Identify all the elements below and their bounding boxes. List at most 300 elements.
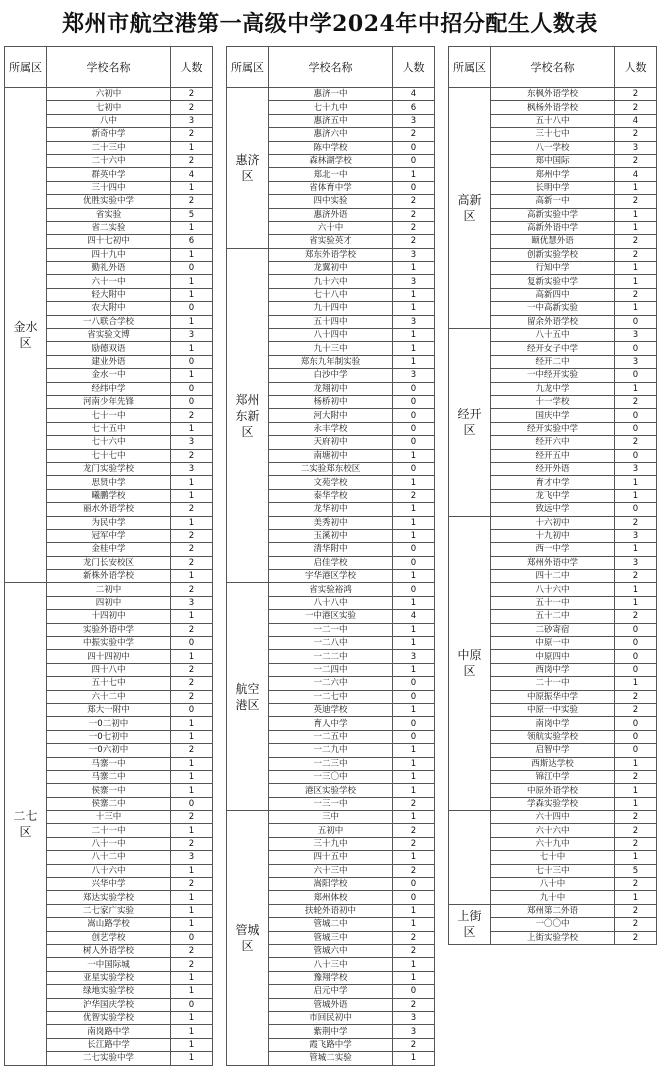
count-header: 人数: [171, 47, 213, 88]
count-cell: 2: [171, 623, 213, 636]
school-name-cell: 六十六中: [491, 824, 615, 837]
school-name-cell: 中原一中实验: [491, 703, 615, 716]
count-cell: 2: [615, 837, 657, 850]
school-name-cell: 郑州中学: [491, 168, 615, 181]
count-cell: 2: [171, 663, 213, 676]
count-cell: 1: [393, 596, 435, 609]
count-cell: 0: [393, 141, 435, 154]
count-cell: 1: [171, 610, 213, 623]
school-name-cell: 六十中: [269, 221, 393, 234]
school-name-cell: 四十四初中: [47, 650, 171, 663]
count-cell: 2: [393, 864, 435, 877]
school-name-cell: 启佳学校: [269, 556, 393, 569]
count-cell: 1: [171, 342, 213, 355]
school-name-cell: 南岗路中学: [47, 1025, 171, 1038]
district-cell: 经开区: [449, 329, 491, 516]
school-name-cell: 东枫外语学校: [491, 88, 615, 101]
school-name-cell: 二十六中: [47, 154, 171, 167]
count-cell: 1: [171, 422, 213, 435]
count-cell: 3: [171, 114, 213, 127]
count-cell: 4: [393, 88, 435, 101]
school-name-cell: 管城三中: [269, 931, 393, 944]
allocation-table: [226, 46, 435, 1066]
school-name-cell: 创新实验学校: [491, 248, 615, 261]
count-cell: 0: [171, 382, 213, 395]
count-cell: 5: [615, 864, 657, 877]
count-cell: 0: [393, 717, 435, 730]
district-cell: 惠济区: [227, 88, 269, 249]
count-cell: 2: [171, 690, 213, 703]
school-name-cell: 励德双语: [47, 342, 171, 355]
count-cell: 0: [393, 690, 435, 703]
count-cell: 0: [393, 985, 435, 998]
count-cell: 2: [171, 88, 213, 101]
count-cell: 1: [615, 797, 657, 810]
school-name-cell: 郑中国际: [491, 154, 615, 167]
count-cell: 2: [615, 101, 657, 114]
count-cell: 3: [393, 275, 435, 288]
district-cell: 高新区: [449, 88, 491, 329]
school-name-cell: 一中港区实验: [269, 610, 393, 623]
table-panels: [4, 46, 656, 1064]
count-cell: 0: [615, 409, 657, 422]
school-name-cell: 郑州外语中学: [491, 556, 615, 569]
count-cell: 1: [393, 663, 435, 676]
school-name-cell: 四十七初中: [47, 235, 171, 248]
school-name-cell: 六十九中: [491, 837, 615, 850]
count-cell: 2: [171, 449, 213, 462]
count-cell: 2: [393, 208, 435, 221]
school-name-cell: 管城二中: [269, 918, 393, 931]
count-cell: 2: [171, 128, 213, 141]
count-cell: 3: [615, 329, 657, 342]
school-name-cell: 二七家广实验: [47, 904, 171, 917]
school-name-cell: 文苑学校: [269, 476, 393, 489]
school-name-cell: 十三中: [47, 811, 171, 824]
school-name-cell: 六初中: [47, 88, 171, 101]
count-cell: 0: [393, 395, 435, 408]
school-name-cell: 泰华学校: [269, 489, 393, 502]
school-name-cell: 育才中学: [491, 476, 615, 489]
count-cell: 1: [615, 208, 657, 221]
school-name-cell: 龙翼初中: [269, 262, 393, 275]
count-cell: 3: [171, 329, 213, 342]
school-name-cell: 五初中: [269, 824, 393, 837]
count-cell: 1: [171, 1011, 213, 1024]
school-name-cell: 中原一中: [491, 637, 615, 650]
school-name-cell: 锦江中学: [491, 770, 615, 783]
header-row: [449, 47, 657, 88]
school-name-cell: 嵩阳学校: [269, 878, 393, 891]
count-cell: 0: [393, 677, 435, 690]
count-cell: 3: [171, 462, 213, 475]
count-cell: 2: [393, 235, 435, 248]
count-cell: 2: [615, 918, 657, 931]
school-name-cell: 曦鹏学校: [47, 489, 171, 502]
count-cell: 2: [393, 931, 435, 944]
school-name-cell: 白沙中学: [269, 369, 393, 382]
header-row: [227, 47, 435, 88]
count-cell: 1: [393, 784, 435, 797]
school-name-cell: 省二实验: [47, 221, 171, 234]
district-cell: 郑州东新区: [227, 248, 269, 583]
count-cell: 0: [615, 315, 657, 328]
count-cell: 1: [171, 275, 213, 288]
count-cell: 0: [171, 302, 213, 315]
count-cell: 1: [615, 851, 657, 864]
school-name-cell: 九十四中: [269, 302, 393, 315]
count-cell: 1: [615, 543, 657, 556]
school-name-cell: 一中高新实验: [491, 302, 615, 315]
school-name-cell: 西岗中学: [491, 663, 615, 676]
school-name-cell: 建业外语: [47, 355, 171, 368]
count-cell: 1: [171, 757, 213, 770]
school-name-cell: 二七实验中学: [47, 1052, 171, 1065]
school-name-cell: 侯寨一中: [47, 784, 171, 797]
school-name-cell: 四十二中: [491, 570, 615, 583]
school-name-cell: 枫杨外语学校: [491, 101, 615, 114]
count-cell: 0: [615, 342, 657, 355]
school-name-cell: 中原四中: [491, 650, 615, 663]
count-cell: 2: [615, 570, 657, 583]
count-cell: 2: [615, 770, 657, 783]
count-cell: 1: [171, 288, 213, 301]
count-cell: 0: [615, 623, 657, 636]
count-cell: 2: [171, 503, 213, 516]
count-cell: 3: [171, 851, 213, 864]
school-name-cell: 国庆中学: [491, 409, 615, 422]
school-header: 学校名称: [269, 47, 393, 88]
count-cell: 1: [171, 717, 213, 730]
school-name-cell: 玉溪初中: [269, 529, 393, 542]
school-name-cell: 一二八中: [269, 637, 393, 650]
school-name-cell: 七十中: [491, 851, 615, 864]
school-name-cell: 一0六初中: [47, 744, 171, 757]
school-name-cell: 颐优慧外语: [491, 235, 615, 248]
count-cell: 1: [615, 275, 657, 288]
count-cell: 0: [615, 744, 657, 757]
count-cell: 1: [393, 971, 435, 984]
school-name-cell: 育人中学: [269, 717, 393, 730]
district-cell: 金水区: [5, 88, 47, 583]
count-cell: 3: [393, 369, 435, 382]
count-cell: 1: [393, 342, 435, 355]
school-name-cell: 农大附中: [47, 302, 171, 315]
school-name-cell: 八十四中: [269, 329, 393, 342]
school-name-cell: 七十五中: [47, 422, 171, 435]
count-cell: 1: [171, 141, 213, 154]
count-cell: 2: [615, 436, 657, 449]
count-cell: 0: [615, 730, 657, 743]
count-cell: 2: [171, 529, 213, 542]
school-name-cell: 思贤中学: [47, 476, 171, 489]
table-row: [227, 88, 435, 101]
count-cell: 2: [615, 154, 657, 167]
school-name-cell: 省实验裕鸿: [269, 583, 393, 596]
table-row: [449, 811, 657, 824]
school-name-cell: 省实验: [47, 208, 171, 221]
count-cell: 3: [393, 248, 435, 261]
school-name-cell: 郑东外语学校: [269, 248, 393, 261]
school-name-cell: 七十七中: [47, 449, 171, 462]
school-name-cell: 七十三中: [491, 864, 615, 877]
school-name-cell: 五十八中: [491, 114, 615, 127]
school-name-cell: 六十一中: [47, 275, 171, 288]
school-name-cell: 龙翔初中: [269, 382, 393, 395]
school-name-cell: 亚星实验学校: [47, 971, 171, 984]
school-name-cell: 郑北一中: [269, 168, 393, 181]
count-cell: 1: [393, 516, 435, 529]
school-name-cell: 省体育中学: [269, 181, 393, 194]
table-row: [227, 811, 435, 824]
school-name-cell: 八一学校: [491, 141, 615, 154]
count-cell: 2: [615, 248, 657, 261]
school-name-cell: 郑大一附中: [47, 703, 171, 716]
school-name-cell: 一二三中: [269, 757, 393, 770]
count-cell: 6: [171, 235, 213, 248]
count-cell: 0: [615, 503, 657, 516]
count-cell: 1: [393, 168, 435, 181]
count-cell: 3: [393, 650, 435, 663]
count-cell: 0: [393, 422, 435, 435]
count-cell: 5: [171, 208, 213, 221]
school-name-cell: 八十五中: [491, 329, 615, 342]
school-name-cell: 一二七中: [269, 690, 393, 703]
count-cell: 2: [393, 945, 435, 958]
count-cell: 0: [615, 663, 657, 676]
count-cell: 4: [615, 114, 657, 127]
count-cell: 1: [393, 503, 435, 516]
count-cell: 0: [393, 181, 435, 194]
count-cell: 1: [171, 1038, 213, 1051]
school-name-cell: 八十六中: [491, 583, 615, 596]
table-panel: [226, 46, 434, 1064]
school-name-cell: 致远中学: [491, 503, 615, 516]
school-name-cell: 七初中: [47, 101, 171, 114]
count-cell: 1: [393, 623, 435, 636]
school-name-cell: 勤礼外语: [47, 262, 171, 275]
count-cell: 1: [171, 248, 213, 261]
district-cell: 二七区: [5, 583, 47, 1065]
count-cell: 4: [615, 168, 657, 181]
count-cell: 1: [393, 570, 435, 583]
count-cell: 1: [171, 1025, 213, 1038]
school-name-cell: 英迪学校: [269, 703, 393, 716]
count-cell: 1: [615, 262, 657, 275]
school-name-cell: 马寨二中: [47, 770, 171, 783]
school-name-cell: 树人外语学校: [47, 945, 171, 958]
school-name-cell: 二实验郑东校区: [269, 462, 393, 475]
school-name-cell: 二十一中: [47, 824, 171, 837]
count-cell: 0: [171, 395, 213, 408]
count-cell: 0: [393, 891, 435, 904]
school-name-cell: 高新外语中学: [491, 221, 615, 234]
count-cell: 2: [171, 556, 213, 569]
school-name-cell: 新奇中学: [47, 128, 171, 141]
count-cell: 2: [171, 583, 213, 596]
school-name-cell: 冠军中学: [47, 529, 171, 542]
school-name-cell: 优智实验学校: [47, 1011, 171, 1024]
count-cell: 0: [615, 369, 657, 382]
school-name-cell: 六十三中: [269, 864, 393, 877]
school-name-cell: 经开五中: [491, 449, 615, 462]
count-cell: 2: [171, 945, 213, 958]
table-row: [5, 583, 213, 596]
school-name-cell: 八十一中: [47, 837, 171, 850]
school-name-cell: 美秀初中: [269, 516, 393, 529]
school-name-cell: 一二五中: [269, 730, 393, 743]
count-cell: 1: [615, 181, 657, 194]
school-name-cell: 长明中学: [491, 181, 615, 194]
school-name-cell: 龙华初中: [269, 503, 393, 516]
count-cell: 2: [393, 998, 435, 1011]
count-cell: 1: [393, 744, 435, 757]
school-name-cell: 陈中学校: [269, 141, 393, 154]
school-name-cell: 郑州体校: [269, 891, 393, 904]
school-name-cell: 五十四中: [269, 315, 393, 328]
school-name-cell: 优胜实验中学: [47, 195, 171, 208]
school-name-cell: 一八联合学校: [47, 315, 171, 328]
count-cell: 2: [615, 811, 657, 824]
school-name-cell: 港区实验学校: [269, 784, 393, 797]
count-cell: 1: [393, 355, 435, 368]
count-cell: 1: [615, 677, 657, 690]
school-name-cell: 为民中学: [47, 516, 171, 529]
count-cell: 2: [615, 128, 657, 141]
school-name-cell: 一0七初中: [47, 730, 171, 743]
school-name-cell: 金水一中: [47, 369, 171, 382]
count-cell: 0: [171, 355, 213, 368]
count-cell: 3: [393, 315, 435, 328]
count-cell: 0: [393, 583, 435, 596]
school-name-cell: 郑州第二外语: [491, 904, 615, 917]
school-name-cell: 领航实验学校: [491, 730, 615, 743]
count-header: 人数: [615, 47, 657, 88]
count-cell: 2: [171, 958, 213, 971]
count-cell: 2: [171, 878, 213, 891]
count-cell: 0: [393, 730, 435, 743]
school-name-cell: 南岗中学: [491, 717, 615, 730]
school-name-cell: 中原外语学校: [491, 784, 615, 797]
count-cell: 2: [615, 610, 657, 623]
count-cell: 2: [171, 195, 213, 208]
school-name-cell: 经纬中学: [47, 382, 171, 395]
school-name-cell: 二十一中: [491, 677, 615, 690]
count-cell: 1: [393, 637, 435, 650]
count-cell: 1: [393, 770, 435, 783]
school-name-cell: 惠济五中: [269, 114, 393, 127]
count-cell: 1: [615, 489, 657, 502]
school-name-cell: 惠济六中: [269, 128, 393, 141]
count-cell: 0: [393, 878, 435, 891]
count-cell: 0: [171, 262, 213, 275]
count-cell: 0: [393, 543, 435, 556]
school-name-cell: 一中国际城: [47, 958, 171, 971]
count-cell: 0: [171, 637, 213, 650]
count-cell: 0: [393, 556, 435, 569]
school-name-cell: 一0二初中: [47, 717, 171, 730]
count-cell: 2: [393, 195, 435, 208]
count-header: 人数: [393, 47, 435, 88]
count-cell: 1: [615, 891, 657, 904]
count-cell: 3: [615, 141, 657, 154]
school-name-cell: 复新实验中学: [491, 275, 615, 288]
school-name-cell: 龙门长安校区: [47, 556, 171, 569]
count-cell: 1: [615, 596, 657, 609]
count-cell: 0: [393, 436, 435, 449]
count-cell: 2: [393, 797, 435, 810]
school-name-cell: 四初中: [47, 596, 171, 609]
count-cell: 1: [393, 329, 435, 342]
count-cell: 1: [171, 516, 213, 529]
count-cell: 2: [393, 128, 435, 141]
table-row: [227, 583, 435, 596]
allocation-table: [448, 46, 657, 945]
count-cell: 1: [615, 784, 657, 797]
school-name-cell: 河大附中: [269, 409, 393, 422]
count-cell: 0: [171, 931, 213, 944]
count-cell: 1: [171, 904, 213, 917]
count-cell: 0: [615, 449, 657, 462]
count-cell: 1: [393, 288, 435, 301]
count-cell: 2: [615, 824, 657, 837]
school-name-cell: 六十四中: [491, 811, 615, 824]
allocation-table: [4, 46, 213, 1066]
count-cell: 1: [393, 262, 435, 275]
count-cell: 1: [171, 650, 213, 663]
school-name-cell: 豫翔学校: [269, 971, 393, 984]
count-cell: 2: [615, 904, 657, 917]
count-cell: 2: [171, 837, 213, 850]
school-name-cell: 五十一中: [491, 596, 615, 609]
school-name-cell: 经开六中: [491, 436, 615, 449]
count-cell: 0: [393, 409, 435, 422]
school-name-cell: 省实验英才: [269, 235, 393, 248]
count-cell: 1: [615, 302, 657, 315]
school-name-cell: 四十五中: [269, 851, 393, 864]
count-cell: 2: [171, 543, 213, 556]
school-name-cell: 八十中: [491, 878, 615, 891]
school-name-cell: 新株外语学校: [47, 570, 171, 583]
school-name-cell: 八十六中: [47, 864, 171, 877]
count-cell: 1: [615, 757, 657, 770]
count-cell: 1: [393, 1052, 435, 1065]
school-name-cell: 长江路中学: [47, 1038, 171, 1051]
school-name-cell: 嵩山路学校: [47, 918, 171, 931]
count-cell: 2: [171, 811, 213, 824]
count-cell: 1: [171, 570, 213, 583]
school-name-cell: 四十九中: [47, 248, 171, 261]
count-cell: 0: [171, 998, 213, 1011]
count-cell: 3: [615, 529, 657, 542]
count-cell: 0: [615, 637, 657, 650]
district-cell: 航空港区: [227, 583, 269, 811]
count-cell: 1: [171, 369, 213, 382]
count-cell: 0: [171, 797, 213, 810]
district-header: 所属区: [5, 47, 47, 88]
school-name-cell: 高新一中: [491, 195, 615, 208]
table-row: [227, 248, 435, 261]
school-name-cell: 省实验文博: [47, 329, 171, 342]
school-name-cell: 龙门实验学校: [47, 462, 171, 475]
count-cell: 1: [171, 315, 213, 328]
school-name-cell: 高新四中: [491, 288, 615, 301]
table-panel: [448, 46, 656, 1026]
count-cell: 0: [615, 717, 657, 730]
school-name-cell: 管城外语: [269, 998, 393, 1011]
school-name-cell: 二十三中: [47, 141, 171, 154]
school-name-cell: 六十二中: [47, 690, 171, 703]
